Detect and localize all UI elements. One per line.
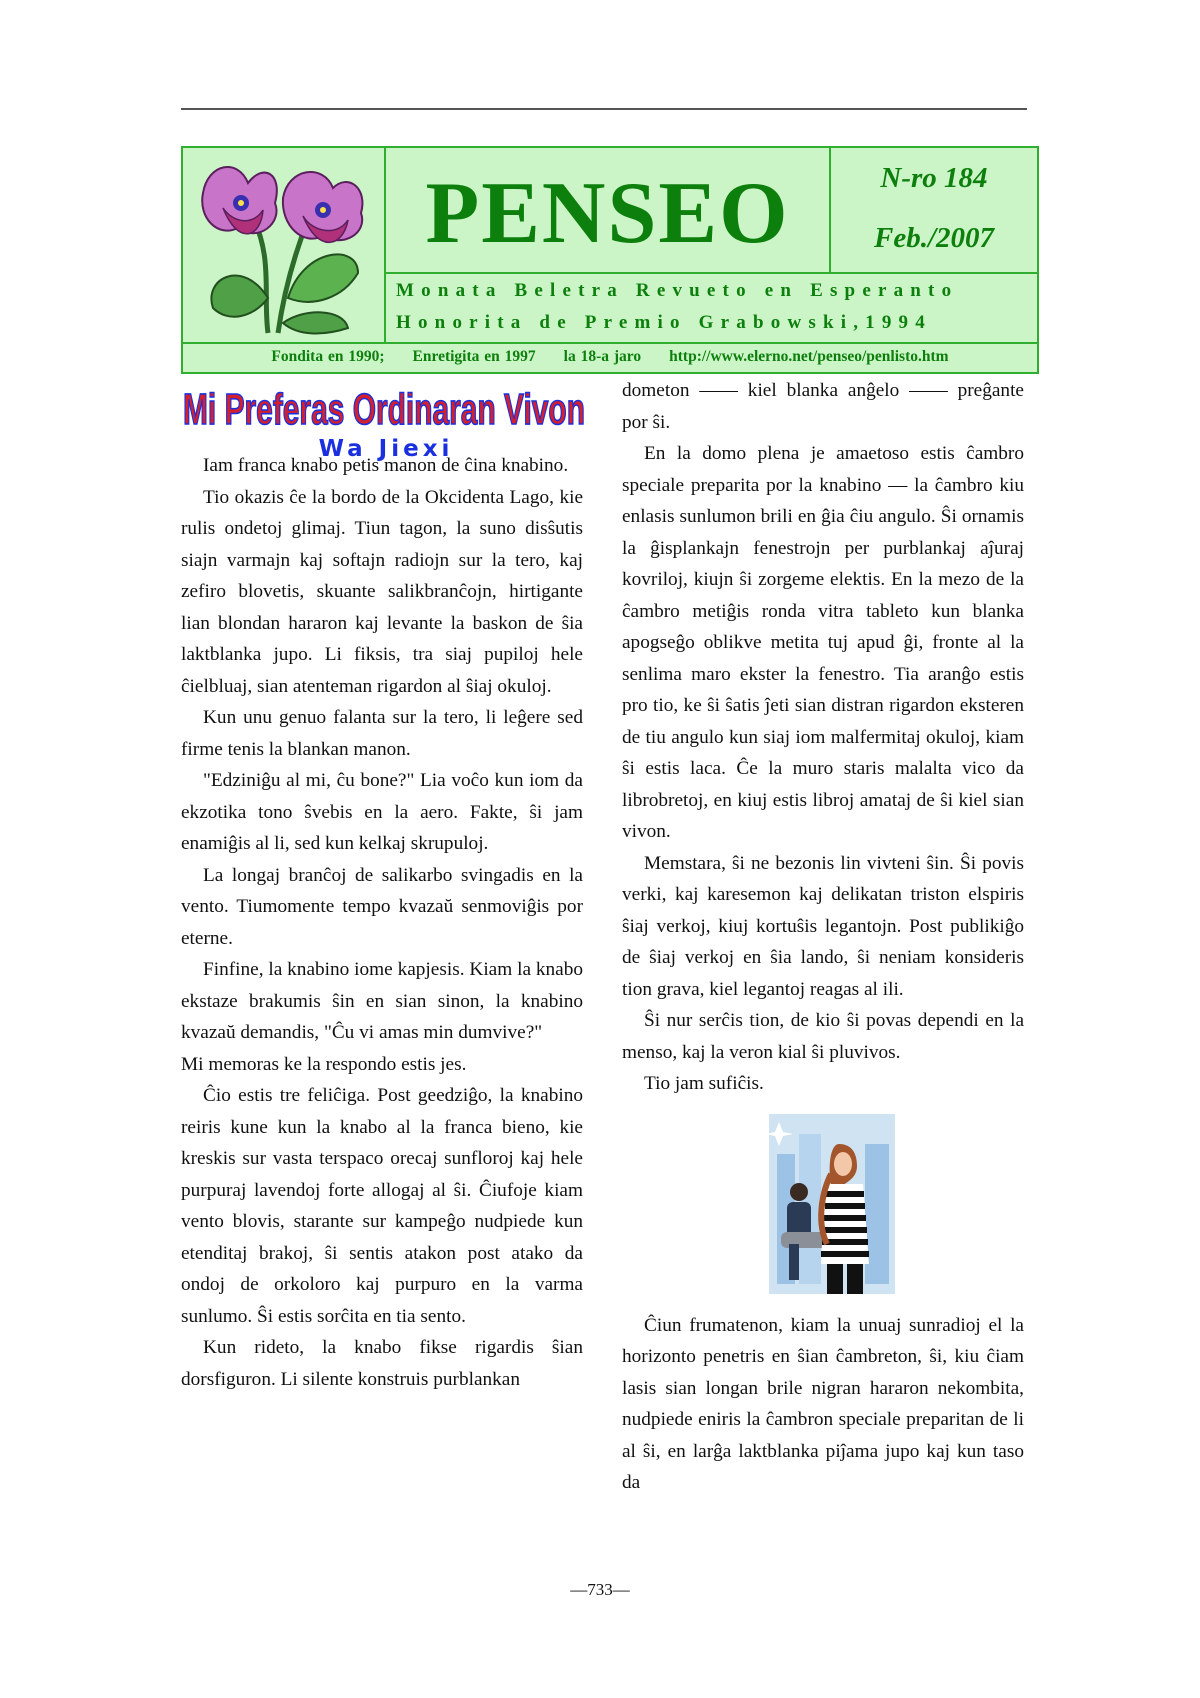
founded-year: Fondita en 1990; [271,348,385,365]
year-count: la 18-a jaro [563,348,642,365]
paragraph: Finfine, la knabino iome kapjesis. Kiam la knabo ekstaze brakumis ŝin en sian sinon, la knabino kvazaŭ demandis, "Ĉu vi amas min dumvive?" [181,959,583,1043]
paragraph: "Edziniĝu al mi, ĉu bone?" Lia voĉo kun iom da ekzotika tono ŝvebis en la aero. Fakte, ŝi jam enamiĝis al li, sed kun kelkaj skrupuloj. [181,770,583,854]
paragraph: Tio jam sufiĉis. [644,1073,764,1094]
newsletter-title: PENSEO [425,165,790,262]
registered-year: Enretigita en 1997 [412,348,536,365]
top-rule [181,108,1027,110]
paragraph: La longaj branĉoj de salikarbo svingadis en la vento. Tiumomente tempo kvazaŭ senmoviĝis por eterne. [181,864,583,949]
issue-date: Feb./2007 [873,222,995,254]
subtitle-line-2: Honorita de Premio Grabowski,1994 [396,312,932,333]
paragraph: En la domo plena je amaetoso estis ĉambro speciale preparita por la knabino — la ĉambro kiu enlasis sunlumon brili en ĝia ĉiu angulo. Ŝi ornamis la ĝisplankajn fenestrojn per purblankaj aĵuraj kovriloj, kiujn ŝi zorgeme elektis. En la mezo de la ĉambro metiĝis ronda vitra tableto kun blanka apogseĝo oblikve metita tuj apud ĝi, fronte al la senlima maro ekster la fenestro. Tia aranĝo estis pro tio, ke ŝi ŝatis ĵeti sian distran rigardon eksteren de tiu angulo kun siaj iom malfermitaj okuloj, kiam ŝi estis laca. Ĉe la muro staris malalta vico da librobretoj, en kiuj estis libroj amataj de ŝi kiel sian vivon. [622,443,1024,842]
article-title-text: Mi Preferas Ordinaran Vivon [183,385,585,434]
left-column [181,450,583,1395]
paragraph-continuation: dometon —— kiel blanka anĝelo —— preĝante por ŝi. [622,380,1024,433]
right-column [622,375,1024,1499]
founded-line [183,348,1037,366]
article-title [181,382,591,434]
paragraph: Ĉio estis tre feliĉiga. Post geedziĝo, la knabino reiris kune kun la knabo al la franca bieno, kie kreskis sur vasta terspaco orecaj sunfloroj kaj hele purpuraj lavendoj forte allogaj al ŝi. Ĉiufoje kiam vento blovis, starante sur kampeĝo nudpiede kun etenditaj brakoj, ŝi sentis atakon post atako da ondoj de orkoloro kaj purpuro en la varma sunlumo. Ŝi estis sorĉita en tia sento. [181,1085,583,1327]
paragraph: Kun rideto, la knabo fikse rigardis ŝian dorsfiguron. Li silente konstruis purblankan [181,1337,583,1390]
paragraph: Iam franca knabo petis manon de ĉina knabino. [203,455,569,476]
paragraph: Ŝi nur serĉis tion, de kio ŝi povas dependi en la menso, kaj la veron kial ŝi pluvivos. [622,1010,1024,1063]
paragraph: Tio okazis ĉe la bordo de la Okcidenta Lago, kie rulis ondetoj glimaj. Tiun tagon, la suno disŝutis siajn varmajn kaj softajn radiojn sur la tero, kaj zefiro blovetis, skuante salikbranĉojn, hirtigante lian blondan hararon kaj levante la baskon de ŝia laktblanka jupo. Li fiksis, tra siaj pupiloj hele ĉielbluaj, sian atenteman rigardon al ŝiaj okuloj. [181,486,583,697]
paragraph: Memstara, ŝi ne bezonis lin vivteni ŝin. Ŝi povis verki, kaj karesemon kaj delikatan triston elspiris ŝiaj verkoj, kiuj kortuŝis legantojn. Post publikiĝo de ŝiaj verkoj en ŝia lando, ŝi neniam konsideris tion grava, kiel legantoj reagas al ili. [622,852,1024,1000]
woman-illustration [769,1114,895,1294]
paragraph: Kun unu genuo falanta sur la tero, li leĝere sed firme tenis la blankan manon. [181,707,583,760]
masthead [181,146,1039,374]
pansy-icon [183,148,383,338]
pansy-logo [183,148,386,342]
paragraph: Mi memoras ke la respondo estis jes. [181,1053,467,1075]
page-number: —733— [570,1580,630,1599]
title-cell [386,148,831,274]
subtitle-cell [386,274,1037,342]
issue-cell [831,148,1037,274]
paragraph: Ĉiun frumatenon, kiam la unuaj sunradioj el la horizonto penetris en ŝian ĉambreton, ŝi, kiu ĉiam lasis sian longan brile nigran hararon nekombita, nudpiede eniris la ĉambron speciale preparitan de li al ŝi, en larĝa laktblanka piĵama jupo kaj kun taso da [622,1314,1024,1493]
website-link[interactable]: http://www.elerno.net/penseo/penlisto.htm [669,348,949,365]
issue-number: N-ro 184 [880,162,988,194]
founded-bar [183,342,1037,372]
article-author: Wa Jiexi [318,436,454,462]
subtitle-line-1: Monata Beletra Revueto en Esperanto [396,280,959,301]
